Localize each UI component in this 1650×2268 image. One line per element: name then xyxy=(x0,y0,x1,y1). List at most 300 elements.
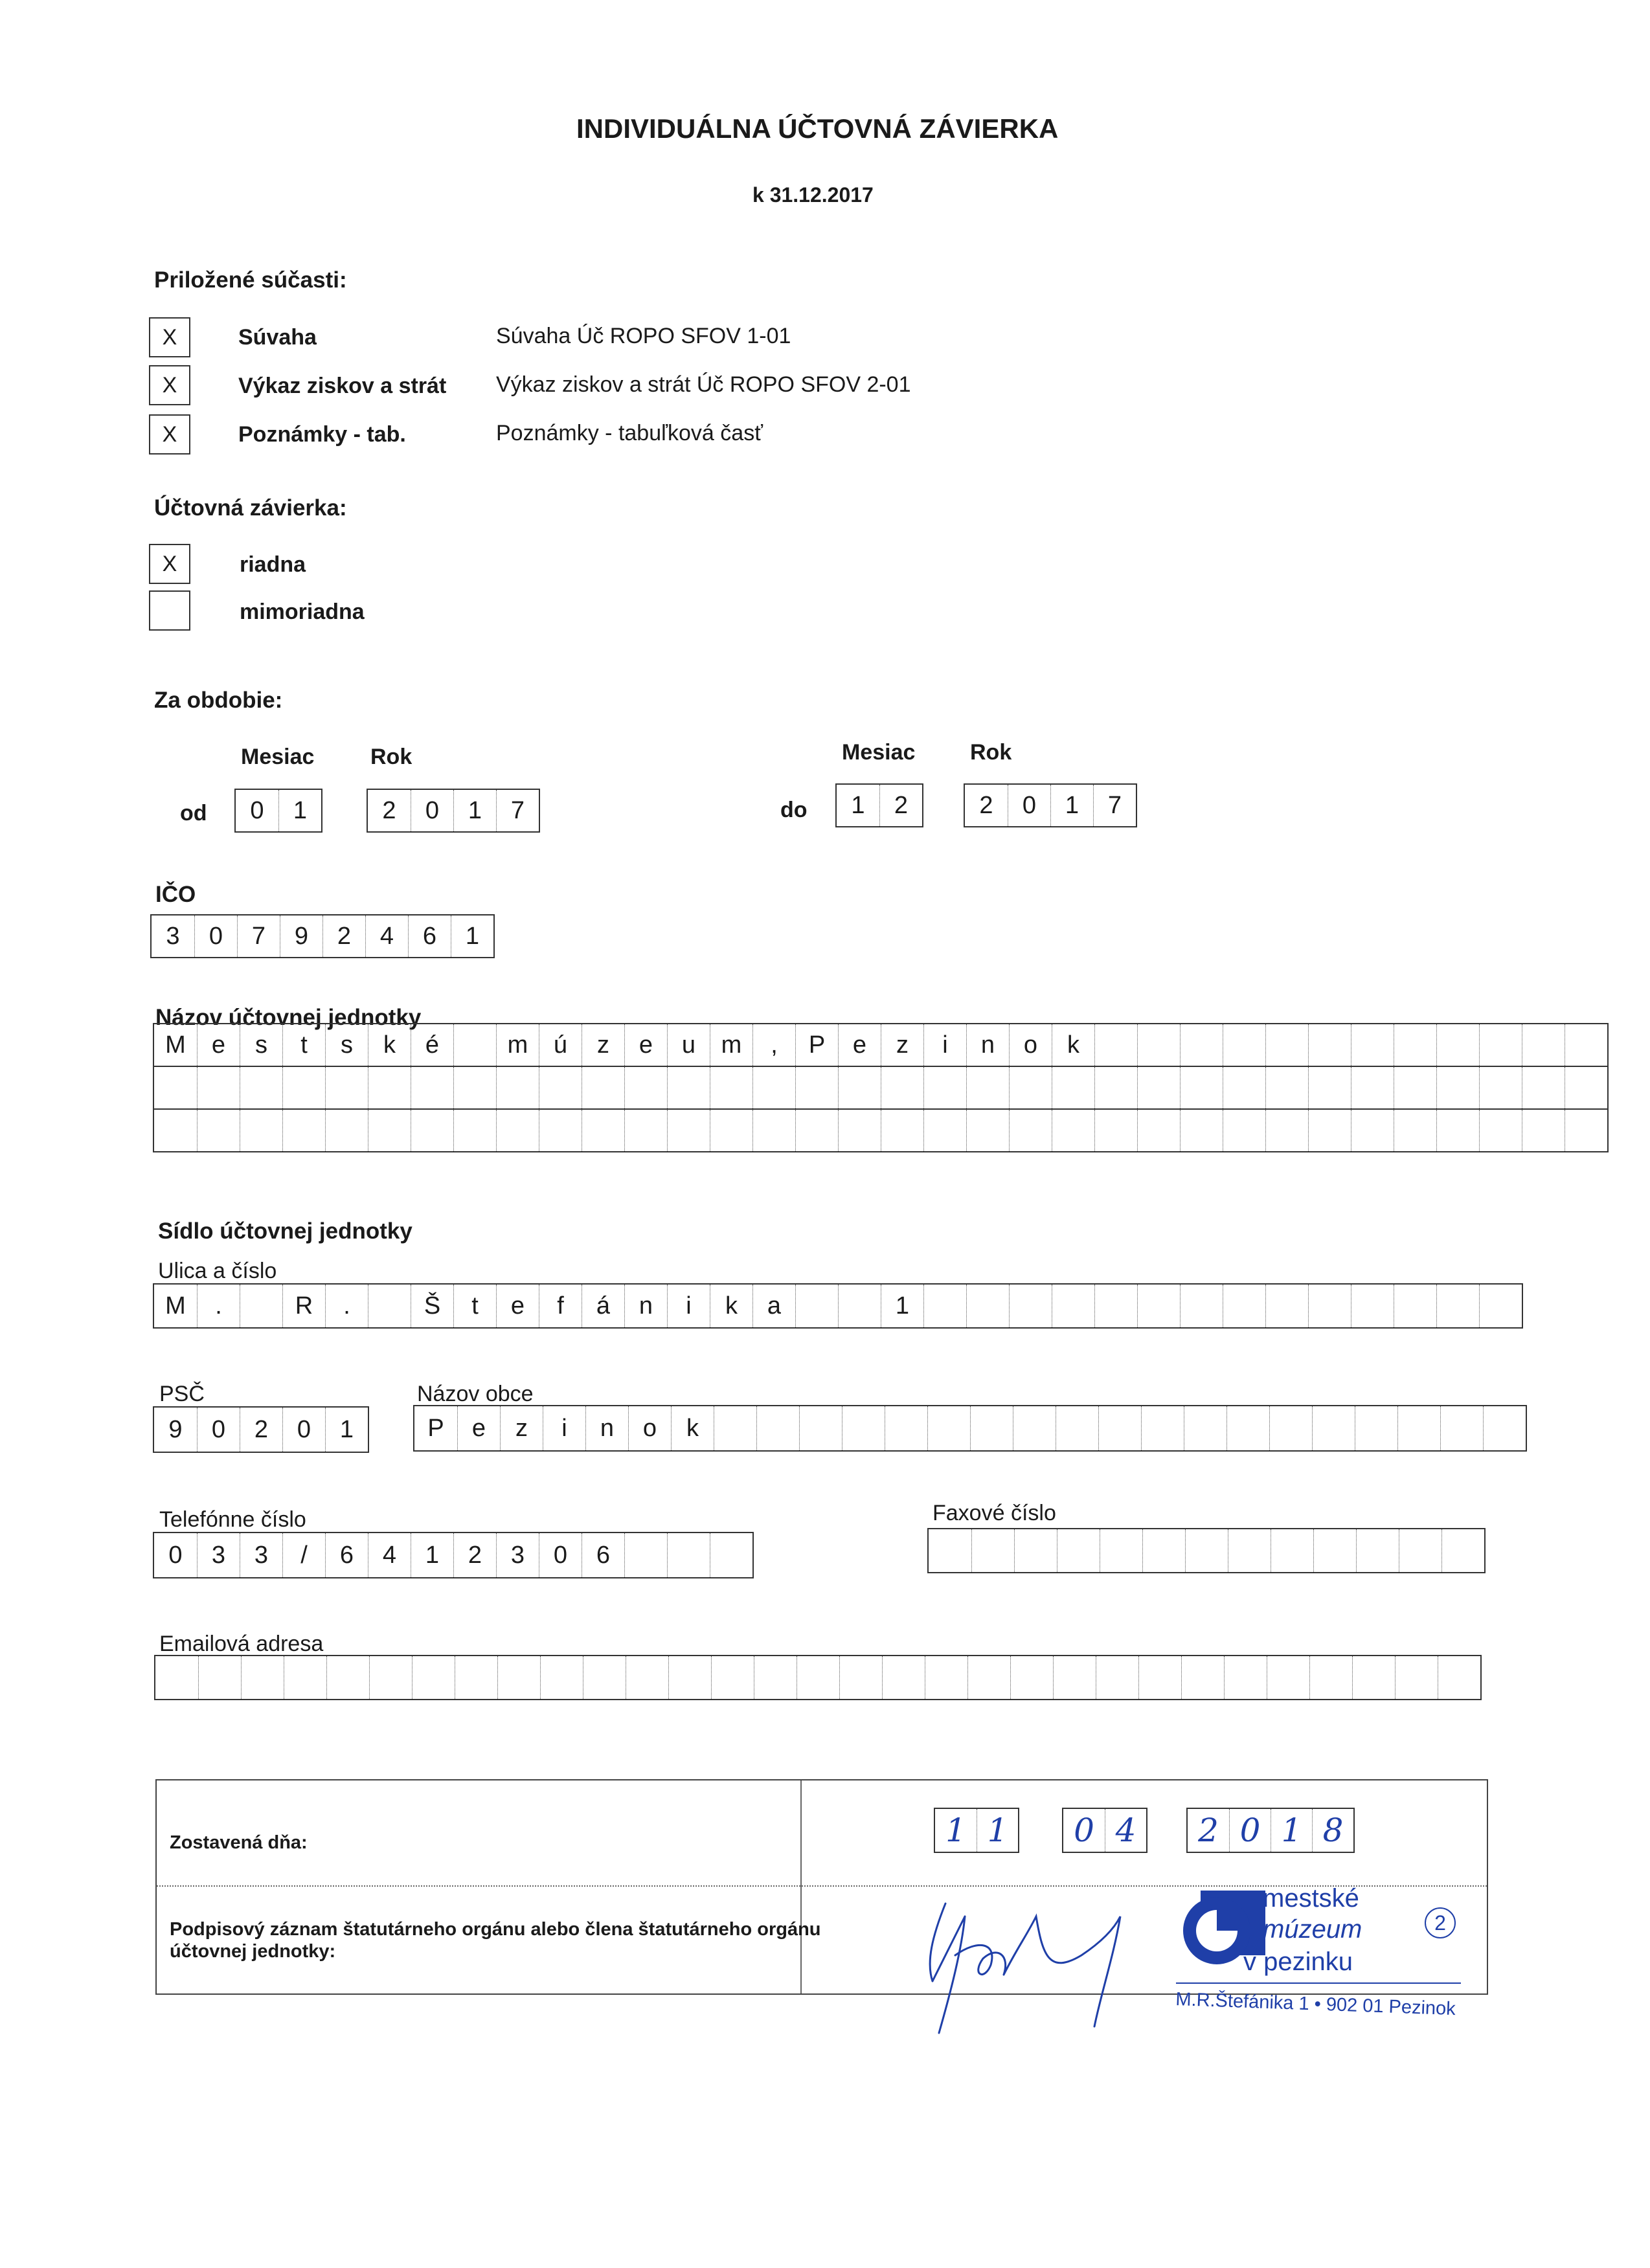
char-cell xyxy=(1138,1656,1181,1699)
char-cell xyxy=(927,1406,970,1450)
char-cell xyxy=(1565,1024,1607,1066)
char-cell xyxy=(412,1656,455,1699)
ico-field[interactable] xyxy=(150,914,495,958)
char-box-row[interactable] xyxy=(153,1066,1609,1110)
char-cell: 2 xyxy=(979,792,993,819)
char-box-row[interactable] xyxy=(927,1528,1486,1573)
char-cell xyxy=(455,1656,497,1699)
char-cell xyxy=(1100,1529,1142,1572)
char-cell xyxy=(797,1656,839,1699)
char-cell: 0 xyxy=(411,790,453,831)
from-month-field[interactable] xyxy=(234,789,322,833)
char-cell: m xyxy=(710,1024,752,1066)
attachment-desc-suvaha: Súvaha Úč ROPO SFOV 1-01 xyxy=(496,324,791,348)
char-box-row[interactable] xyxy=(153,1023,1609,1067)
char-cell xyxy=(453,1110,496,1151)
checkbox-mimoriadna[interactable] xyxy=(149,590,190,631)
char-cell: 0 xyxy=(197,1408,240,1452)
char-cell xyxy=(1479,1067,1522,1108)
char-cell xyxy=(1180,1110,1223,1151)
char-cell xyxy=(668,1656,711,1699)
char-cell xyxy=(1395,1656,1438,1699)
char-cell xyxy=(925,1656,967,1699)
char-cell: 9 xyxy=(168,1416,183,1443)
char-cell xyxy=(583,1656,626,1699)
char-cell xyxy=(1010,1656,1053,1699)
char-cell: n xyxy=(966,1024,1009,1066)
char-cell: 0 xyxy=(1008,785,1050,826)
char-cell xyxy=(1265,1067,1308,1108)
char-box-row[interactable] xyxy=(153,1406,369,1453)
char-cell xyxy=(881,1110,923,1151)
attachment-desc-vykaz: Výkaz ziskov a strát Úč ROPO SFOV 2-01 xyxy=(496,372,911,397)
char-cell xyxy=(923,1285,966,1327)
hw-char-cell: 4 xyxy=(1105,1809,1146,1852)
char-cell: z xyxy=(881,1024,923,1066)
char-cell xyxy=(885,1406,927,1450)
char-cell xyxy=(1440,1406,1483,1450)
char-cell xyxy=(282,1110,325,1151)
char-cell xyxy=(710,1067,752,1108)
char-cell: n xyxy=(585,1406,628,1450)
table-divider-vertical xyxy=(800,1780,802,1993)
char-cell xyxy=(1223,1024,1265,1066)
char-cell xyxy=(1137,1067,1180,1108)
char-cell xyxy=(1265,1285,1308,1327)
char-cell: é xyxy=(411,1024,453,1066)
char-cell xyxy=(453,1024,496,1066)
fax-label: Faxové číslo xyxy=(932,1501,1056,1525)
char-cell xyxy=(1436,1110,1479,1151)
char-cell xyxy=(1009,1285,1052,1327)
char-cell: 1 xyxy=(325,1408,368,1452)
char-cell: 3 xyxy=(240,1533,282,1577)
char-cell: M xyxy=(165,1031,186,1059)
char-cell xyxy=(282,1067,325,1108)
compiled-day-field[interactable] xyxy=(934,1808,1019,1853)
char-cell xyxy=(1436,1285,1479,1327)
char-cell xyxy=(1223,1285,1265,1327)
char-cell: 9 xyxy=(280,915,322,957)
char-cell xyxy=(1180,1067,1223,1108)
to-year-label: Rok xyxy=(970,740,1012,765)
char-cell: k xyxy=(1052,1024,1094,1066)
sign-label-line2: účtovnej jednotky: xyxy=(170,1941,336,1962)
from-label: od xyxy=(180,801,207,825)
hw-char-cell: 0 xyxy=(1229,1809,1271,1852)
attachment-name-suvaha: Súvaha xyxy=(238,325,317,350)
char-cell xyxy=(1137,1024,1180,1066)
char-box-row[interactable] xyxy=(153,1532,754,1578)
checkbox-suvaha[interactable]: X xyxy=(149,317,190,357)
char-cell: 7 xyxy=(496,790,539,831)
hw-char-cell: 8 xyxy=(1312,1809,1353,1852)
char-cell: 6 xyxy=(582,1533,624,1577)
char-cell xyxy=(1351,1024,1394,1066)
char-cell xyxy=(241,1656,284,1699)
char-cell: t xyxy=(282,1024,325,1066)
char-cell xyxy=(795,1285,838,1327)
char-cell xyxy=(197,1067,240,1108)
char-cell xyxy=(756,1406,799,1450)
char-cell xyxy=(325,1067,368,1108)
char-cell xyxy=(1052,1285,1094,1327)
char-cell xyxy=(799,1406,842,1450)
char-cell xyxy=(1181,1656,1224,1699)
char-cell xyxy=(1522,1024,1565,1066)
char-cell xyxy=(1223,1067,1265,1108)
to-month-label: Mesiac xyxy=(842,740,916,765)
char-cell xyxy=(1094,1110,1137,1151)
stamp-line-3: v pezinku xyxy=(1243,1948,1353,1976)
char-cell: 1 xyxy=(851,792,865,819)
char-cell xyxy=(667,1110,710,1151)
char-cell xyxy=(1313,1529,1356,1572)
char-cell xyxy=(1394,1067,1436,1108)
char-cell: s xyxy=(325,1024,368,1066)
char-cell: Š xyxy=(411,1285,453,1327)
char-cell xyxy=(795,1067,838,1108)
char-cell: 0 xyxy=(539,1533,582,1577)
char-cell xyxy=(1483,1406,1526,1450)
char-cell xyxy=(1094,1285,1137,1327)
char-cell xyxy=(1098,1406,1141,1450)
hw-char-cell: 1 xyxy=(945,1812,966,1849)
char-cell xyxy=(1399,1529,1441,1572)
char-cell xyxy=(970,1406,1013,1450)
char-cell xyxy=(1436,1024,1479,1066)
compiled-month-field[interactable] xyxy=(1062,1808,1147,1853)
char-cell xyxy=(1565,1067,1607,1108)
char-cell: e xyxy=(457,1406,500,1450)
char-cell: 0 xyxy=(168,1542,183,1569)
char-cell xyxy=(326,1656,369,1699)
char-cell xyxy=(1394,1285,1436,1327)
char-cell xyxy=(1224,1656,1267,1699)
char-cell xyxy=(1223,1110,1265,1151)
char-cell: e xyxy=(496,1285,539,1327)
from-year-label: Rok xyxy=(370,745,412,769)
char-cell: P xyxy=(795,1024,838,1066)
char-cell: 3 xyxy=(496,1533,539,1577)
sign-label-line1: Podpisový záznam štatutárneho orgánu alebo člena štatutárneho orgánu xyxy=(170,1919,821,1940)
char-cell xyxy=(1141,1406,1184,1450)
char-cell: 1 xyxy=(453,790,496,831)
char-cell: n xyxy=(624,1285,667,1327)
char-cell: 6 xyxy=(325,1533,368,1577)
street-label: Ulica a číslo xyxy=(158,1259,277,1283)
char-cell xyxy=(1057,1529,1100,1572)
char-cell xyxy=(1479,1285,1522,1327)
char-cell xyxy=(838,1067,881,1108)
char-cell xyxy=(368,1285,411,1327)
char-cell xyxy=(496,1067,539,1108)
checkbox-vykaz[interactable]: X xyxy=(149,365,190,405)
char-cell xyxy=(752,1067,795,1108)
ico-label: IČO xyxy=(155,882,196,907)
char-cell xyxy=(967,1656,1010,1699)
char-cell: u xyxy=(667,1024,710,1066)
char-cell: o xyxy=(1009,1024,1052,1066)
char-cell xyxy=(1479,1110,1522,1151)
char-cell: f xyxy=(539,1285,582,1327)
char-cell: 3 xyxy=(197,1533,240,1577)
from-month-label: Mesiac xyxy=(241,745,315,769)
checkbox-riadna[interactable]: X xyxy=(149,544,190,584)
stamp-address: M.R.Štefánika 1 • 902 01 Pezinok xyxy=(1175,1989,1456,2020)
char-box-row[interactable] xyxy=(153,1108,1609,1152)
char-cell: 6 xyxy=(408,915,451,957)
char-cell xyxy=(1356,1529,1399,1572)
char-cell xyxy=(539,1110,582,1151)
char-box-row[interactable] xyxy=(154,1655,1482,1700)
char-cell xyxy=(1271,1529,1313,1572)
entity-name-label: Názov účtovnej jednotky xyxy=(155,1005,422,1030)
char-cell xyxy=(368,1067,411,1108)
char-cell xyxy=(325,1110,368,1151)
char-cell: 0 xyxy=(194,915,237,957)
char-cell xyxy=(1142,1529,1185,1572)
char-cell: / xyxy=(282,1533,325,1577)
char-cell: 0 xyxy=(282,1408,325,1452)
char-cell: 4 xyxy=(368,1533,411,1577)
char-cell xyxy=(1397,1406,1440,1450)
char-cell xyxy=(154,1067,197,1108)
char-cell xyxy=(624,1110,667,1151)
char-cell: 0 xyxy=(250,797,264,824)
char-cell: i xyxy=(923,1024,966,1066)
char-cell xyxy=(839,1656,882,1699)
char-cell xyxy=(752,1110,795,1151)
char-cell: 3 xyxy=(166,923,180,950)
char-cell xyxy=(711,1656,754,1699)
char-cell xyxy=(1014,1529,1057,1572)
hw-char-cell: 0 xyxy=(1074,1812,1094,1849)
char-cell xyxy=(966,1067,1009,1108)
char-cell: M xyxy=(165,1292,186,1319)
char-cell: e xyxy=(838,1024,881,1066)
psc-label: PSČ xyxy=(159,1382,205,1406)
char-cell: 1 xyxy=(411,1533,453,1577)
hw-char-cell: 1 xyxy=(977,1809,1018,1852)
char-cell xyxy=(240,1285,282,1327)
checkbox-poznamky[interactable]: X xyxy=(149,414,190,455)
char-cell xyxy=(1094,1024,1137,1066)
char-cell: m xyxy=(496,1024,539,1066)
char-cell xyxy=(1308,1067,1351,1108)
char-cell: e xyxy=(624,1024,667,1066)
char-cell xyxy=(1137,1110,1180,1151)
char-cell xyxy=(923,1067,966,1108)
char-cell xyxy=(838,1285,881,1327)
char-cell xyxy=(497,1656,540,1699)
char-cell xyxy=(453,1067,496,1108)
char-cell xyxy=(369,1656,412,1699)
char-cell xyxy=(1565,1110,1607,1151)
char-cell: k xyxy=(710,1285,752,1327)
char-cell xyxy=(624,1067,667,1108)
handwritten-signature xyxy=(907,1878,1179,2046)
option-riadna: riadna xyxy=(240,552,306,577)
period-heading: Za obdobie: xyxy=(154,688,283,713)
char-cell xyxy=(1137,1285,1180,1327)
char-cell: t xyxy=(453,1285,496,1327)
char-cell: á xyxy=(582,1285,624,1327)
char-cell xyxy=(1185,1529,1228,1572)
char-cell: , xyxy=(752,1024,795,1066)
char-cell: 2 xyxy=(240,1408,282,1452)
char-cell xyxy=(197,1110,240,1151)
char-cell: a xyxy=(752,1285,795,1327)
char-cell: i xyxy=(667,1285,710,1327)
char-cell xyxy=(1052,1110,1094,1151)
museum-stamp xyxy=(1172,1884,1476,2020)
char-cell xyxy=(411,1067,453,1108)
char-cell xyxy=(1013,1406,1056,1450)
char-cell xyxy=(966,1285,1009,1327)
char-cell: 1 xyxy=(881,1285,923,1327)
char-cell xyxy=(1479,1024,1522,1066)
char-cell xyxy=(540,1656,583,1699)
char-cell: 7 xyxy=(1093,785,1136,826)
char-cell xyxy=(1522,1110,1565,1151)
char-cell xyxy=(842,1406,885,1450)
char-cell xyxy=(795,1110,838,1151)
report-date: k 31.12.2017 xyxy=(752,183,874,207)
stamp-rule xyxy=(1176,1982,1461,1984)
hw-char-cell: 1 xyxy=(1271,1809,1312,1852)
char-cell xyxy=(154,1110,197,1151)
char-cell xyxy=(240,1067,282,1108)
seat-heading: Sídlo účtovnej jednotky xyxy=(158,1218,412,1244)
char-cell xyxy=(284,1656,326,1699)
char-cell xyxy=(971,1529,1014,1572)
char-cell xyxy=(710,1533,752,1577)
char-cell xyxy=(1308,1110,1351,1151)
char-cell: P xyxy=(427,1415,444,1442)
char-cell xyxy=(667,1533,710,1577)
char-cell: 1 xyxy=(451,915,493,957)
char-cell xyxy=(496,1110,539,1151)
char-cell xyxy=(1438,1656,1480,1699)
char-cell xyxy=(1309,1656,1352,1699)
attachments-heading: Priložené súčasti: xyxy=(154,267,347,293)
char-cell xyxy=(1394,1110,1436,1151)
char-cell xyxy=(1265,1024,1308,1066)
char-cell xyxy=(1351,1110,1394,1151)
char-cell xyxy=(754,1656,797,1699)
char-cell xyxy=(1180,1285,1223,1327)
attachment-name-vykaz: Výkaz ziskov a strát xyxy=(238,374,447,398)
compiled-label: Zostavená dňa: xyxy=(170,1832,308,1853)
hw-char-cell: 2 xyxy=(1198,1812,1219,1849)
char-cell xyxy=(1351,1285,1394,1327)
char-cell xyxy=(1394,1024,1436,1066)
char-cell: 2 xyxy=(453,1533,496,1577)
char-cell xyxy=(1265,1110,1308,1151)
city-label: Názov obce xyxy=(417,1382,534,1406)
char-cell xyxy=(1052,1067,1094,1108)
char-cell xyxy=(1226,1406,1269,1450)
char-cell: . xyxy=(197,1285,240,1327)
document-title: INDIVIDUÁLNA ÚČTOVNÁ ZÁVIERKA xyxy=(576,113,1059,144)
char-cell: 2 xyxy=(879,785,922,826)
char-cell xyxy=(1522,1067,1565,1108)
char-cell xyxy=(626,1656,668,1699)
stamp-line-1: mestské xyxy=(1263,1884,1359,1913)
char-cell xyxy=(1053,1656,1096,1699)
char-cell: 7 xyxy=(237,915,280,957)
char-cell xyxy=(411,1110,453,1151)
char-cell xyxy=(1228,1529,1271,1572)
char-cell: 4 xyxy=(365,915,408,957)
char-cell: z xyxy=(500,1406,543,1450)
char-cell xyxy=(667,1067,710,1108)
attachment-desc-poznamky: Poznámky - tabuľková časť xyxy=(496,421,763,445)
char-box-row[interactable] xyxy=(413,1405,1527,1452)
char-cell xyxy=(881,1067,923,1108)
char-cell: . xyxy=(325,1285,368,1327)
to-year-field[interactable] xyxy=(964,783,1137,827)
compiled-year-field[interactable] xyxy=(1186,1808,1355,1853)
char-cell xyxy=(1269,1406,1312,1450)
char-cell: s xyxy=(240,1024,282,1066)
char-cell xyxy=(368,1110,411,1151)
char-cell: i xyxy=(543,1406,585,1450)
stamp-number-badge: 2 xyxy=(1425,1907,1456,1938)
char-cell xyxy=(710,1110,752,1151)
char-cell xyxy=(838,1110,881,1151)
char-cell: o xyxy=(628,1406,671,1450)
char-cell xyxy=(1056,1406,1098,1450)
char-cell: ú xyxy=(539,1024,582,1066)
char-box-row[interactable] xyxy=(153,1283,1523,1329)
char-cell xyxy=(966,1110,1009,1151)
char-cell: z xyxy=(582,1024,624,1066)
char-cell xyxy=(624,1533,667,1577)
char-cell xyxy=(1009,1067,1052,1108)
char-cell xyxy=(1308,1285,1351,1327)
char-cell: R xyxy=(282,1285,325,1327)
to-month-field[interactable] xyxy=(835,783,923,827)
char-cell xyxy=(1436,1067,1479,1108)
char-cell: k xyxy=(368,1024,411,1066)
char-cell xyxy=(1009,1110,1052,1151)
char-cell xyxy=(240,1110,282,1151)
char-cell xyxy=(1441,1529,1484,1572)
char-cell: k xyxy=(671,1406,714,1450)
char-cell xyxy=(582,1110,624,1151)
option-mimoriadna: mimoriadna xyxy=(240,600,365,624)
char-cell xyxy=(714,1406,756,1450)
char-cell xyxy=(1312,1406,1355,1450)
char-cell xyxy=(1351,1067,1394,1108)
char-cell: e xyxy=(197,1024,240,1066)
phone-label: Telefónne číslo xyxy=(159,1507,306,1532)
char-cell xyxy=(929,1529,971,1572)
char-cell xyxy=(1094,1067,1137,1108)
char-cell xyxy=(539,1067,582,1108)
char-cell xyxy=(923,1110,966,1151)
from-year-field[interactable] xyxy=(367,789,540,833)
char-cell xyxy=(198,1656,241,1699)
to-label: do xyxy=(780,798,808,822)
char-cell xyxy=(155,1656,198,1699)
char-cell xyxy=(882,1656,925,1699)
char-cell xyxy=(1352,1656,1395,1699)
stamp-line-2: múzeum xyxy=(1263,1915,1362,1944)
char-cell: 2 xyxy=(322,915,365,957)
